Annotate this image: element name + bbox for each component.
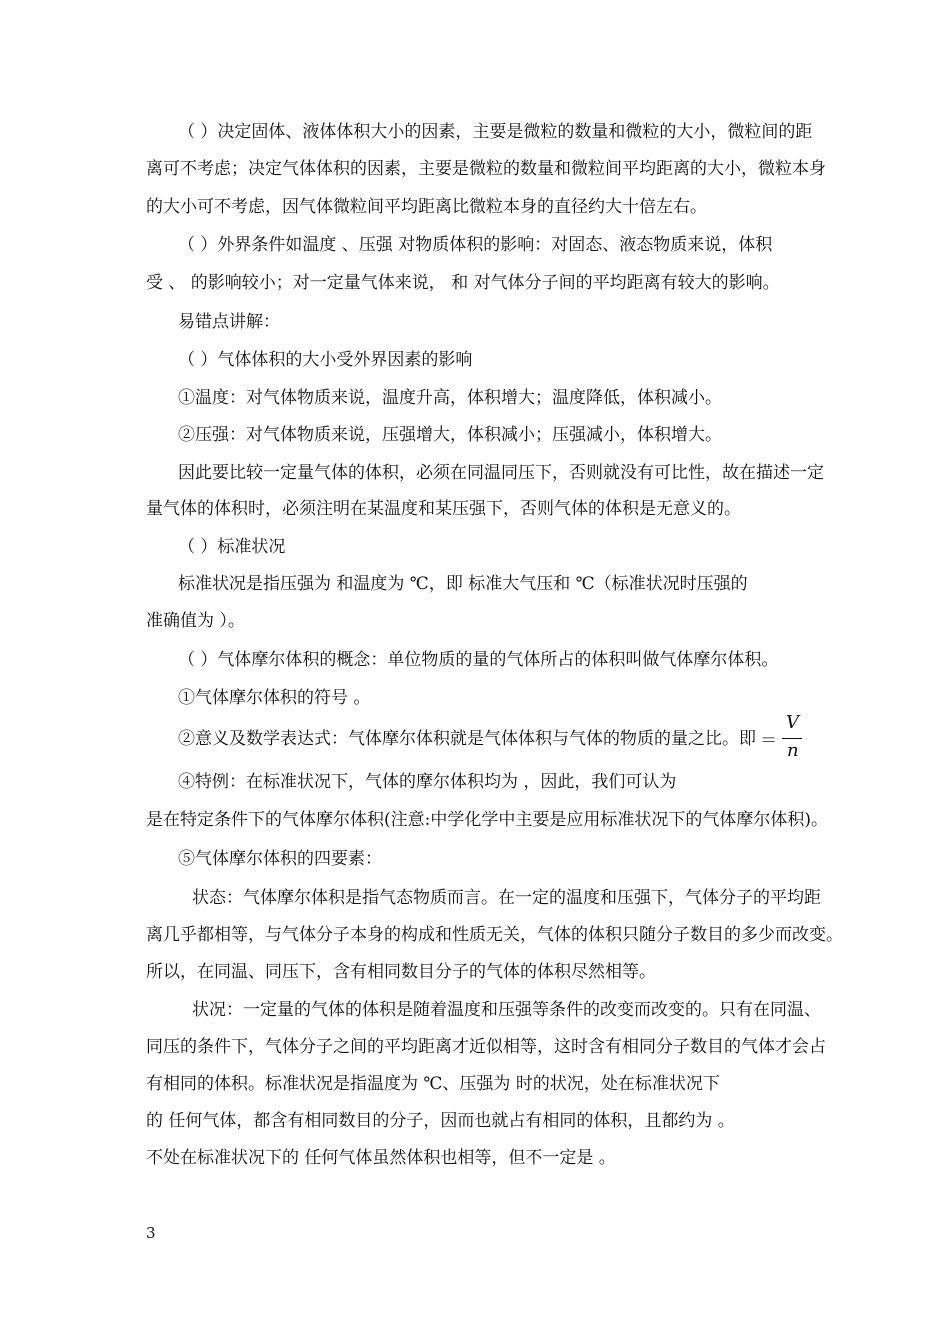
text-line: 所以，在同温、同压下，含有相同数目分子的气体的体积尽然相等。 [146,962,656,982]
text-line: 标准状况是指压强为 和温度为 ℃，即 标准大气压和 ℃（标准状况时压强的 [178,574,748,594]
text-line: ⑤气体摩尔体积的四要素： [178,849,382,869]
text-line: ④特例：在标准状况下，气体的摩尔体积均为 ，因此，我们可认为 [178,772,677,792]
text-line: （ ）标准状况 [178,537,286,557]
formula-denominator: n [787,740,799,761]
text-line: （ ）气体体积的大小受外界因素的影响 [178,350,473,370]
formula-vm [760,712,806,764]
text-line: 状态：气体摩尔体积是指气态物质而言。在一定的温度和压强下，气体分子的平均距 [192,888,821,908]
text-line: 量气体的体积时，必须注明在某温度和某压强下，否则气体的体积是无意义的。 [146,499,741,519]
text-line: 受 、 的影响较小；对一定量气体来说， 和 对气体分子间的平均距离有较大的影响。 [146,273,780,293]
text-line: 的 任何气体，都含有相同数目的分子，因而也就占有相同的体积，且都约为 。 [146,1111,735,1131]
fraction-bar [782,738,802,739]
text-line: 的大小可不考虑，因气体微粒间平均距离比微粒本身的直径约大十倍左右。 [146,197,707,217]
text-line: 准确值为 ）。 [146,611,245,631]
text-line: 有相同的体积。标准状况是指温度为 ℃、压强为 时的状况，处在标准状况下 [146,1074,720,1094]
text-line: 易错点讲解： [178,312,280,332]
text-line: ①温度：对气体物质来说，温度升高，体积增大；温度降低，体积减小。 [178,388,722,408]
text-line: 同压的条件下，气体分子之间的平均距离才近似相等，这时含有相同分子数目的气体才会占 [146,1037,826,1057]
text-line: 离几乎都相等，与气体分子本身的构成和性质无关，气体的体积只随分子数目的多少而改变。 [146,925,843,945]
formula-equals: ＝ [760,731,777,751]
text-line: （ ）决定固体、液体体积大小的因素，主要是微粒的数量和微粒的大小，微粒间的距 [178,122,813,142]
text-line: ②意义及数学表达式：气体摩尔体积就是气体体积与气体的物质的量之比。即 [178,729,756,749]
text-line: 离可不考虑；决定气体体积的因素，主要是微粒的数量和微粒间平均距离的大小，微粒本身 [146,159,826,179]
text-line: ①气体摩尔体积的符号 。 [178,688,371,708]
text-line: （ ）外界条件如温度 、压强 对物质体积的影响：对固态、液态物质来说，体积 [178,235,773,255]
text-line: 状况：一定量的气体的体积是随着温度和压强等条件的改变而改变的。只有在同温、 [192,1000,821,1020]
formula-numerator: V [786,712,799,733]
page-number: 3 [146,1224,156,1242]
text-line: 是在特定条件下的气体摩尔体积(注意:中学化学中主要是应用标准状况下的气体摩尔体积)。 [146,810,828,830]
text-line: 因此要比较一定量气体的体积，必须在同温同压下，否则就没有可比性，故在描述一定 [178,463,824,483]
text-line: ②压强：对气体物质来说，压强增大，体积减小；压强减小，体积增大。 [178,425,722,445]
text-line: 不处在标准状况下的 任何气体虽然体积也相等，但不一定是 。 [146,1148,616,1168]
text-line: （ ）气体摩尔体积的概念：单位物质的量的气体所占的体积叫做气体摩尔体积。 [178,650,779,670]
